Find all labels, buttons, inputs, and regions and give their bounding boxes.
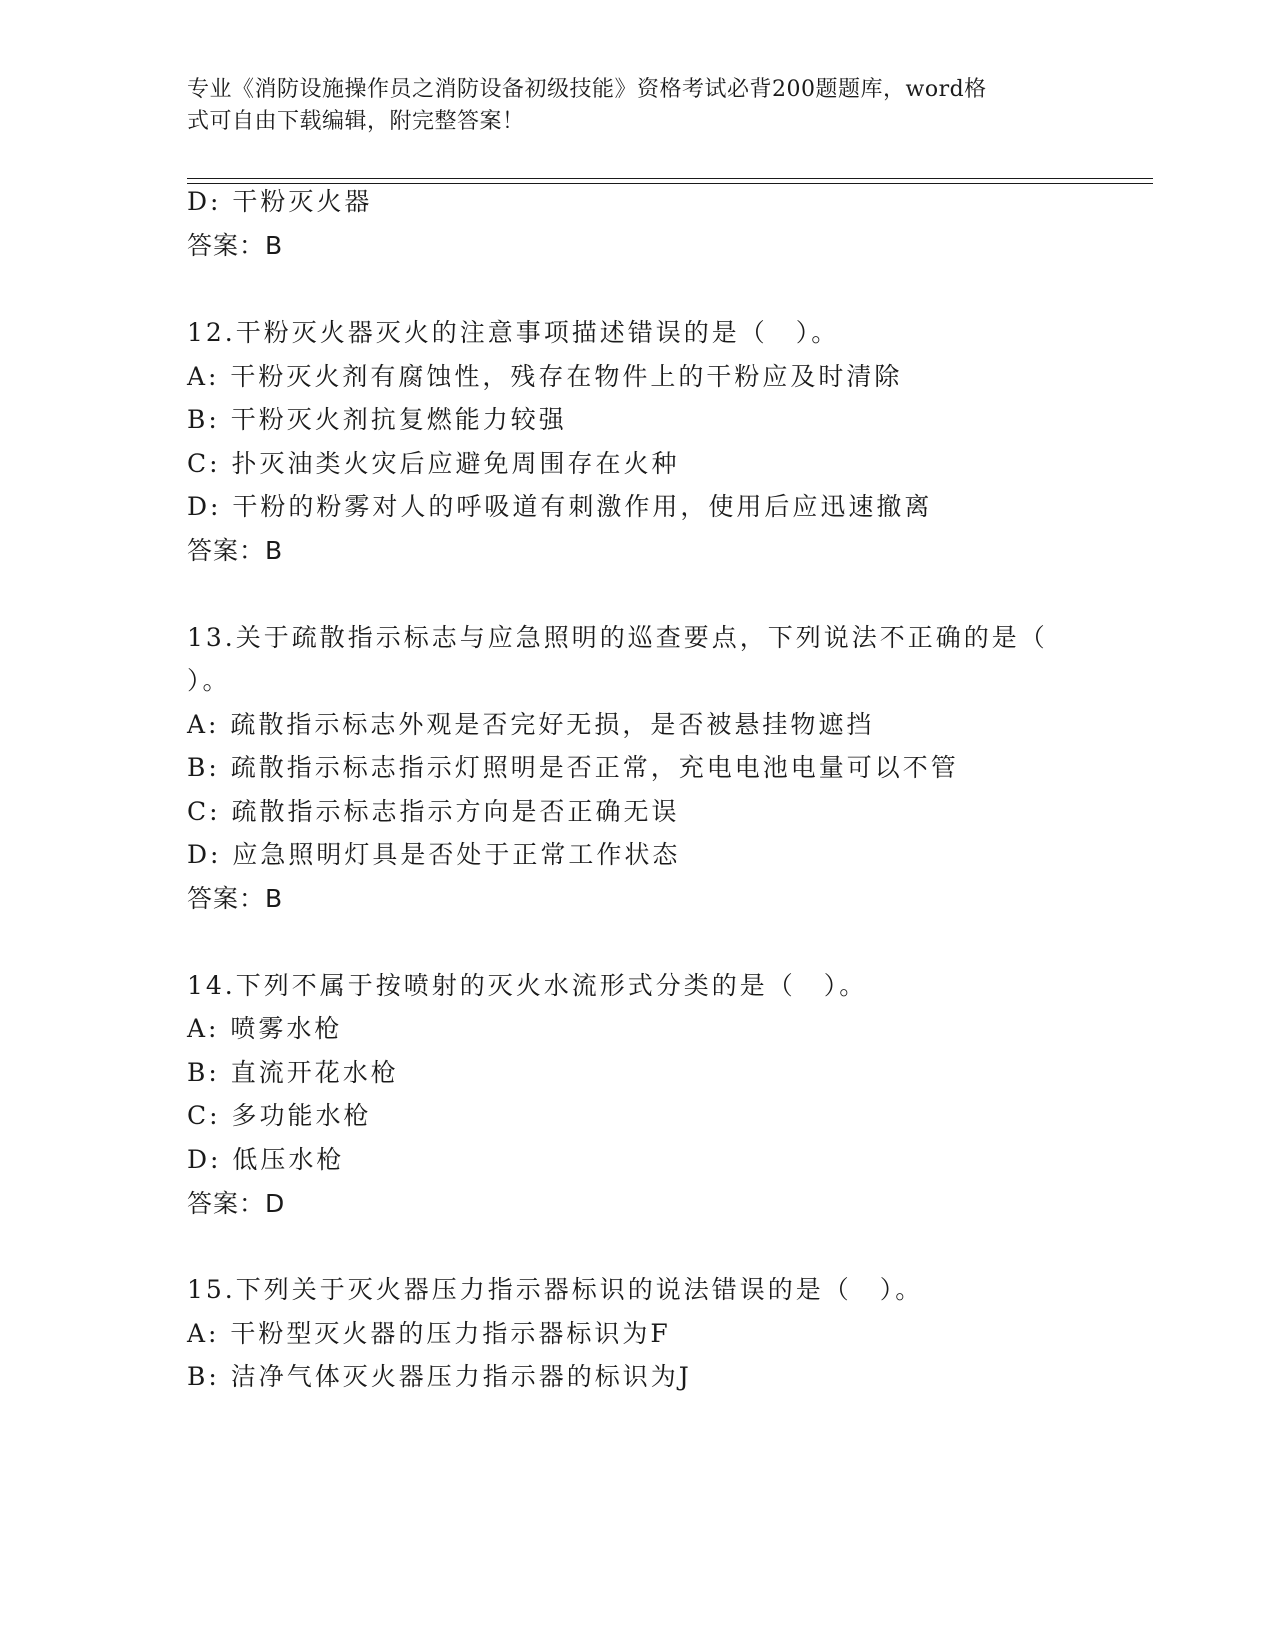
q12-stem: 12.干粉灭火器灭火的注意事项描述错误的是（ ）。: [187, 318, 840, 347]
q14-option-d: D: 低压水枪: [187, 1145, 345, 1174]
q14-option-a: A: 喷雾水枪: [187, 1014, 343, 1043]
q13-option-d: D: 应急照明灯具是否处于正常工作状态: [187, 840, 681, 869]
q15-option-b: B: 洁净气体灭火器压力指示器的标识为J: [187, 1362, 692, 1391]
header-divider: [187, 178, 1153, 184]
q13-option-c: C: 疏散指示标志指示方向是否正确无误: [187, 797, 680, 826]
header-line-2: 式可自由下载编辑，附完整答案！: [187, 109, 525, 134]
q13-option-a: A: 疏散指示标志外观是否完好无损，是否被悬挂物遮挡: [187, 710, 875, 739]
q15-stem: 15.下列关于灭火器压力指示器标识的说法错误的是（ ）。: [187, 1275, 924, 1304]
q13-stem-cont: ）。: [187, 666, 231, 695]
header-line-1: 专业《消防设施操作员之消防设备初级技能》资格考试必背200题题库，word格: [187, 77, 987, 102]
q14-option-c: C: 多功能水枪: [187, 1101, 372, 1130]
document-header: [187, 74, 1087, 138]
q14-option-b: B: 直流开花水枪: [187, 1058, 399, 1087]
q11-answer: 答案：B: [187, 231, 284, 260]
q14-answer: 答案：D: [187, 1189, 286, 1218]
q13-stem: 13.关于疏散指示标志与应急照明的巡查要点，下列说法不正确的是（: [187, 623, 1048, 652]
q13-answer: 答案：B: [187, 884, 284, 913]
q12-option-b: B: 干粉灭火剂抗复燃能力较强: [187, 405, 567, 434]
q15-option-a: A: 干粉型灭火器的压力指示器标识为F: [187, 1319, 671, 1348]
q12-answer: 答案：B: [187, 536, 284, 565]
q14-stem: 14.下列不属于按喷射的灭火水流形式分类的是（ ）。: [187, 971, 868, 1000]
q11-option-d: D: 干粉灭火器: [187, 187, 373, 216]
q12-option-a: A: 干粉灭火剂有腐蚀性，残存在物件上的干粉应及时清除: [187, 362, 903, 391]
q12-option-c: C: 扑灭油类火灾后应避免周围存在火种: [187, 449, 680, 478]
q12-option-d: D: 干粉的粉雾对人的呼吸道有刺激作用，使用后应迅速撤离: [187, 492, 933, 521]
q13-option-b: B: 疏散指示标志指示灯照明是否正常，充电电池电量可以不管: [187, 753, 959, 782]
